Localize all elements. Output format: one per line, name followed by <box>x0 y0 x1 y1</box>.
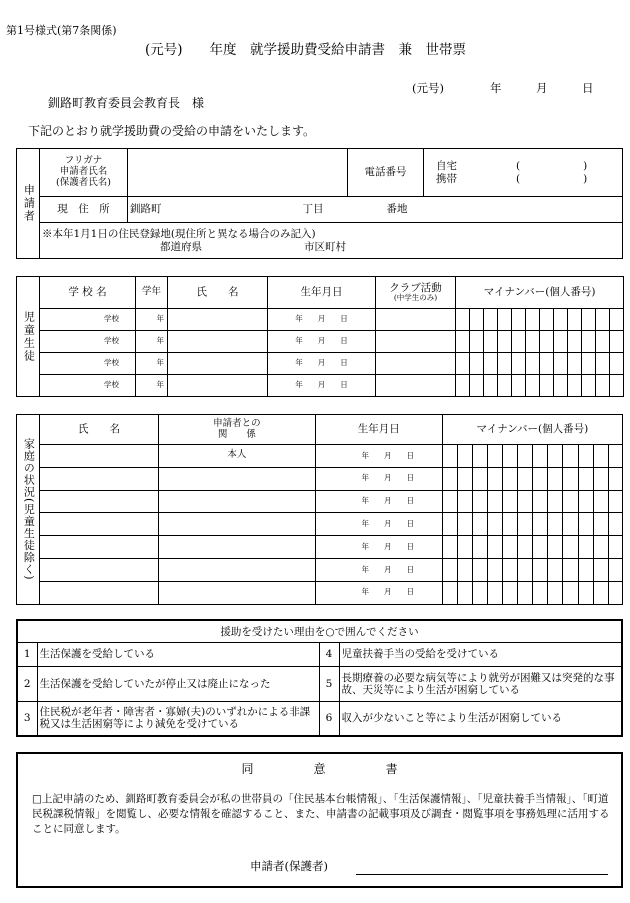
mynumber-digit[interactable] <box>610 331 624 353</box>
mynumber-digit[interactable] <box>540 309 554 331</box>
relation-field[interactable] <box>158 558 315 581</box>
mynumber-digit[interactable] <box>498 375 512 397</box>
mynumber-digit[interactable] <box>518 581 533 604</box>
mynumber-digit[interactable] <box>456 353 470 375</box>
mynumber-digit[interactable] <box>487 558 502 581</box>
reason-option[interactable]: 収入が少ないこと等により生活が困窮している <box>339 701 622 736</box>
mynumber-digit[interactable] <box>487 445 502 468</box>
mynumber-digit[interactable] <box>554 353 568 375</box>
mynumber-digit[interactable] <box>582 375 596 397</box>
form-number: 第1号様式(第7条関係) <box>6 24 117 37</box>
applicant-table <box>16 148 623 259</box>
mynumber-digit[interactable] <box>472 490 487 513</box>
relation-field[interactable] <box>158 467 315 490</box>
student-birth-field[interactable]: 年 月 日 <box>268 375 376 397</box>
mynumber-digit[interactable] <box>470 309 484 331</box>
school-field[interactable]: 学校 <box>40 309 136 331</box>
reasons-table <box>16 619 623 737</box>
mynumber-digit[interactable] <box>548 513 563 536</box>
mynumber-digit[interactable] <box>533 581 548 604</box>
reason-option[interactable]: 住民税が老年者・障害者・寡婦(夫)のいずれかによる非課税又は生活困窮等により減免を受けている <box>37 701 319 736</box>
mynumber-digit[interactable] <box>593 558 608 581</box>
mynumber-digit[interactable] <box>442 581 457 604</box>
mynumber-digit[interactable] <box>610 353 624 375</box>
mynumber-digit[interactable] <box>457 467 472 490</box>
family-birth-field[interactable]: 年 月 日 <box>315 536 442 559</box>
reasons-title: 援助を受けたい理由を○で囲んでください <box>17 620 622 643</box>
reason-number: 4 <box>319 643 339 667</box>
mynumber-digit[interactable] <box>578 536 593 559</box>
mynumber-digit[interactable] <box>593 513 608 536</box>
mynumber-digit[interactable] <box>484 331 498 353</box>
mynumber-digit[interactable] <box>578 558 593 581</box>
family-name-field[interactable] <box>40 536 159 559</box>
mynumber-digit[interactable] <box>548 490 563 513</box>
mynumber-digit[interactable] <box>533 445 548 468</box>
club-field[interactable] <box>376 353 456 375</box>
mynumber-digit[interactable] <box>540 353 554 375</box>
mynumber-digit[interactable] <box>457 536 472 559</box>
mynumber-digit[interactable] <box>487 490 502 513</box>
reason-option[interactable]: 児童扶養手当の受給を受けている <box>339 643 622 667</box>
student-row <box>17 353 624 375</box>
mynumber-digit[interactable] <box>503 581 518 604</box>
consent-text[interactable]: □上記申請のため、釧路町教育委員会が私の世帯員の「住民基本台帳情報」、「生活保護情報」、「児童扶養手当情報」、「町道民税課税情報」を閲覧し、必要な情報を確認すること、また、申請書の記載事項及び調査・閲覧事項を事務処理に活用することに同意します。 <box>32 793 610 836</box>
reason-number: 5 <box>319 666 339 701</box>
mynumber-digit[interactable] <box>568 353 582 375</box>
mynumber-digit[interactable] <box>518 513 533 536</box>
mynumber-digit[interactable] <box>470 331 484 353</box>
reason-number: 2 <box>17 666 37 701</box>
student-name-header: 氏 名 <box>168 277 268 309</box>
club-field[interactable] <box>376 375 456 397</box>
mynumber-digit[interactable] <box>472 445 487 468</box>
mynumber-digit[interactable] <box>596 375 610 397</box>
mynumber-digit[interactable] <box>518 490 533 513</box>
mynumber-digit[interactable] <box>568 331 582 353</box>
family-row <box>17 445 623 468</box>
mynumber-digit[interactable] <box>526 353 540 375</box>
family-row <box>17 558 623 581</box>
mynumber-digit[interactable] <box>518 536 533 559</box>
mynumber-digit[interactable] <box>442 445 457 468</box>
family-mynumber-header: マイナンバー(個人番号) <box>442 415 622 445</box>
mynumber-digit[interactable] <box>533 513 548 536</box>
mynumber-digit[interactable] <box>456 375 470 397</box>
family-name-header: 氏 名 <box>40 415 159 445</box>
mynumber-digit[interactable] <box>457 445 472 468</box>
grade-field[interactable]: 年 <box>136 309 168 331</box>
family-birth-field[interactable]: 年 月 日 <box>315 558 442 581</box>
mynumber-digit[interactable] <box>484 375 498 397</box>
mynumber-digit[interactable] <box>563 581 578 604</box>
mynumber-digit[interactable] <box>487 467 502 490</box>
reason-number: 6 <box>319 701 339 736</box>
mynumber-digit[interactable] <box>442 467 457 490</box>
mynumber-digit[interactable] <box>503 558 518 581</box>
mynumber-digit[interactable] <box>540 331 554 353</box>
grade-header: 学年 <box>136 277 168 309</box>
mynumber-digit[interactable] <box>563 467 578 490</box>
student-name-field[interactable] <box>168 375 268 397</box>
school-header: 学 校 名 <box>40 277 136 309</box>
mynumber-digit[interactable] <box>563 490 578 513</box>
family-name-field[interactable] <box>40 513 159 536</box>
page-title: (元号) 年度 就学援助費受給申請書 兼 世帯票 <box>145 42 467 58</box>
mynumber-digit[interactable] <box>608 467 622 490</box>
mynumber-digit[interactable] <box>578 581 593 604</box>
club-header: クラブ活動 (中学生のみ) <box>376 277 456 309</box>
mynumber-digit[interactable] <box>442 536 457 559</box>
relation-field[interactable] <box>158 513 315 536</box>
mynumber-digit[interactable] <box>596 331 610 353</box>
mynumber-digit[interactable] <box>512 375 526 397</box>
mynumber-digit[interactable] <box>457 558 472 581</box>
family-row <box>17 467 623 490</box>
mynumber-digit[interactable] <box>442 490 457 513</box>
grade-field[interactable]: 年 <box>136 331 168 353</box>
student-mynumber-header: マイナンバー(個人番号) <box>456 277 624 309</box>
mynumber-digit[interactable] <box>593 536 608 559</box>
mynumber-digit[interactable] <box>554 331 568 353</box>
mynumber-digit[interactable] <box>548 445 563 468</box>
mynumber-digit[interactable] <box>512 309 526 331</box>
mynumber-digit[interactable] <box>512 353 526 375</box>
family-birth-field[interactable]: 年 月 日 <box>315 445 442 468</box>
mynumber-digit[interactable] <box>578 490 593 513</box>
family-name-field[interactable] <box>40 581 159 604</box>
mynumber-digit[interactable] <box>548 581 563 604</box>
mynumber-digit[interactable] <box>526 331 540 353</box>
family-row <box>17 581 623 604</box>
mynumber-digit[interactable] <box>563 558 578 581</box>
signature-line[interactable] <box>356 874 608 875</box>
family-name-field[interactable] <box>40 445 159 468</box>
student-row <box>17 331 624 353</box>
student-row <box>17 309 624 331</box>
mynumber-digit[interactable] <box>608 558 622 581</box>
mynumber-digit[interactable] <box>578 513 593 536</box>
relation-header: 申請者との 関 係 <box>158 415 315 445</box>
grade-field[interactable]: 年 <box>136 353 168 375</box>
mynumber-digit[interactable] <box>533 467 548 490</box>
mynumber-digit[interactable] <box>442 513 457 536</box>
student-birth-field[interactable]: 年 月 日 <box>268 331 376 353</box>
mynumber-digit[interactable] <box>457 581 472 604</box>
relation-field[interactable]: 本人 <box>158 445 315 468</box>
mynumber-digit[interactable] <box>526 309 540 331</box>
student-row <box>17 375 624 397</box>
mynumber-digit[interactable] <box>548 558 563 581</box>
mynumber-digit[interactable] <box>533 558 548 581</box>
mynumber-digit[interactable] <box>526 375 540 397</box>
mynumber-digit[interactable] <box>503 445 518 468</box>
mynumber-digit[interactable] <box>608 536 622 559</box>
mynumber-digit[interactable] <box>593 581 608 604</box>
mynumber-digit[interactable] <box>578 467 593 490</box>
addressee: 釧路町教育委員会教育長 様 <box>48 96 205 110</box>
grade-field[interactable]: 年 <box>136 375 168 397</box>
relation-field[interactable] <box>158 536 315 559</box>
reason-option[interactable]: 長期療養の必要な病気等により就労が困難又は突発的な事故、天災等により生活が困窮している <box>339 666 622 701</box>
mynumber-digit[interactable] <box>503 513 518 536</box>
mynumber-digit[interactable] <box>457 490 472 513</box>
applicant-name-label: フリガナ 申請者氏名 (保護者氏名) <box>40 149 128 197</box>
mynumber-digit[interactable] <box>498 309 512 331</box>
mynumber-digit[interactable] <box>578 445 593 468</box>
mynumber-digit[interactable] <box>498 353 512 375</box>
mynumber-digit[interactable] <box>487 581 502 604</box>
address-field[interactable]: 釧路町 丁目 番地 <box>128 197 623 223</box>
mynumber-digit[interactable] <box>608 581 622 604</box>
mynumber-digit[interactable] <box>596 309 610 331</box>
mynumber-digit[interactable] <box>582 309 596 331</box>
mynumber-digit[interactable] <box>610 309 624 331</box>
mynumber-digit[interactable] <box>503 490 518 513</box>
mynumber-digit[interactable] <box>518 558 533 581</box>
student-name-field[interactable] <box>168 331 268 353</box>
mynumber-digit[interactable] <box>533 490 548 513</box>
mynumber-digit[interactable] <box>568 309 582 331</box>
intro-text: 下記のとおり就学援助費の受給の申請をいたします。 <box>28 124 316 138</box>
signer-label: 申請者(保護者) <box>250 859 328 873</box>
family-row <box>17 490 623 513</box>
applicant-name-field[interactable] <box>128 149 348 197</box>
family-birth-header: 生年月日 <box>315 415 442 445</box>
registered-address-field[interactable]: ※本年1月1日の住民登録地(現住所と異なる場合のみ記入) 都道府県 市区町村 <box>40 223 623 259</box>
mynumber-digit[interactable] <box>593 445 608 468</box>
mynumber-digit[interactable] <box>563 513 578 536</box>
family-birth-field[interactable]: 年 月 日 <box>315 467 442 490</box>
mynumber-digit[interactable] <box>548 536 563 559</box>
family-name-field[interactable] <box>40 490 159 513</box>
reason-number: 1 <box>17 643 37 667</box>
mynumber-digit[interactable] <box>608 513 622 536</box>
student-birth-field[interactable]: 年 月 日 <box>268 309 376 331</box>
application-date[interactable]: (元号) 年 月 日 <box>412 81 594 95</box>
club-field[interactable] <box>376 331 456 353</box>
mynumber-digit[interactable] <box>484 309 498 331</box>
relation-field[interactable] <box>158 490 315 513</box>
students-side-label: 児童生徒 <box>17 277 40 397</box>
family-table <box>16 414 623 605</box>
mynumber-digit[interactable] <box>518 467 533 490</box>
mynumber-digit[interactable] <box>472 581 487 604</box>
mynumber-digit[interactable] <box>563 445 578 468</box>
mynumber-digit[interactable] <box>472 513 487 536</box>
mynumber-digit[interactable] <box>596 353 610 375</box>
mynumber-digit[interactable] <box>472 558 487 581</box>
school-field[interactable]: 学校 <box>40 375 136 397</box>
family-side-label: 家庭の状況(児童生徒除く) <box>17 415 40 605</box>
family-birth-field[interactable]: 年 月 日 <box>315 513 442 536</box>
mynumber-digit[interactable] <box>470 353 484 375</box>
mynumber-digit[interactable] <box>593 490 608 513</box>
mynumber-digit[interactable] <box>512 331 526 353</box>
mynumber-digit[interactable] <box>472 536 487 559</box>
student-birth-field[interactable]: 年 月 日 <box>268 353 376 375</box>
mynumber-digit[interactable] <box>503 467 518 490</box>
mynumber-digit[interactable] <box>456 309 470 331</box>
mynumber-digit[interactable] <box>457 513 472 536</box>
student-name-field[interactable] <box>168 353 268 375</box>
school-field[interactable]: 学校 <box>40 331 136 353</box>
club-field[interactable] <box>376 309 456 331</box>
mynumber-digit[interactable] <box>608 445 622 468</box>
family-birth-field[interactable]: 年 月 日 <box>315 581 442 604</box>
school-field[interactable]: 学校 <box>40 353 136 375</box>
applicant-side-label: 申請者 <box>17 149 40 259</box>
family-name-field[interactable] <box>40 467 159 490</box>
relation-field[interactable] <box>158 581 315 604</box>
mynumber-digit[interactable] <box>503 536 518 559</box>
mynumber-digit[interactable] <box>610 375 624 397</box>
mynumber-digit[interactable] <box>582 353 596 375</box>
mynumber-digit[interactable] <box>568 375 582 397</box>
reason-option[interactable]: 生活保護を受給していたが停止又は廃止になった <box>37 666 319 701</box>
phone-field[interactable]: 自宅 ( ) 携帯 ( ) <box>424 149 623 197</box>
mynumber-digit[interactable] <box>608 490 622 513</box>
mynumber-digit[interactable] <box>456 331 470 353</box>
mynumber-digit[interactable] <box>554 375 568 397</box>
family-row <box>17 513 623 536</box>
mynumber-digit[interactable] <box>554 309 568 331</box>
consent-title: 同 意 書 <box>241 762 398 776</box>
mynumber-digit[interactable] <box>487 513 502 536</box>
family-birth-field[interactable]: 年 月 日 <box>315 490 442 513</box>
mynumber-digit[interactable] <box>540 375 554 397</box>
reason-number: 3 <box>17 701 37 736</box>
consent-box <box>16 752 623 888</box>
mynumber-digit[interactable] <box>484 353 498 375</box>
mynumber-digit[interactable] <box>472 467 487 490</box>
address-label: 現 住 所 <box>40 197 128 223</box>
family-row <box>17 536 623 559</box>
mynumber-digit[interactable] <box>442 558 457 581</box>
mynumber-digit[interactable] <box>487 536 502 559</box>
students-table <box>16 276 624 397</box>
mynumber-digit[interactable] <box>498 331 512 353</box>
mynumber-digit[interactable] <box>548 467 563 490</box>
mynumber-digit[interactable] <box>533 536 548 559</box>
mynumber-digit[interactable] <box>582 331 596 353</box>
mynumber-digit[interactable] <box>563 536 578 559</box>
mynumber-digit[interactable] <box>470 375 484 397</box>
family-name-field[interactable] <box>40 558 159 581</box>
mynumber-digit[interactable] <box>593 467 608 490</box>
student-birth-header: 生年月日 <box>268 277 376 309</box>
mynumber-digit[interactable] <box>518 445 533 468</box>
student-name-field[interactable] <box>168 309 268 331</box>
phone-label: 電話番号 <box>348 149 424 197</box>
reason-option[interactable]: 生活保護を受給している <box>37 643 319 667</box>
